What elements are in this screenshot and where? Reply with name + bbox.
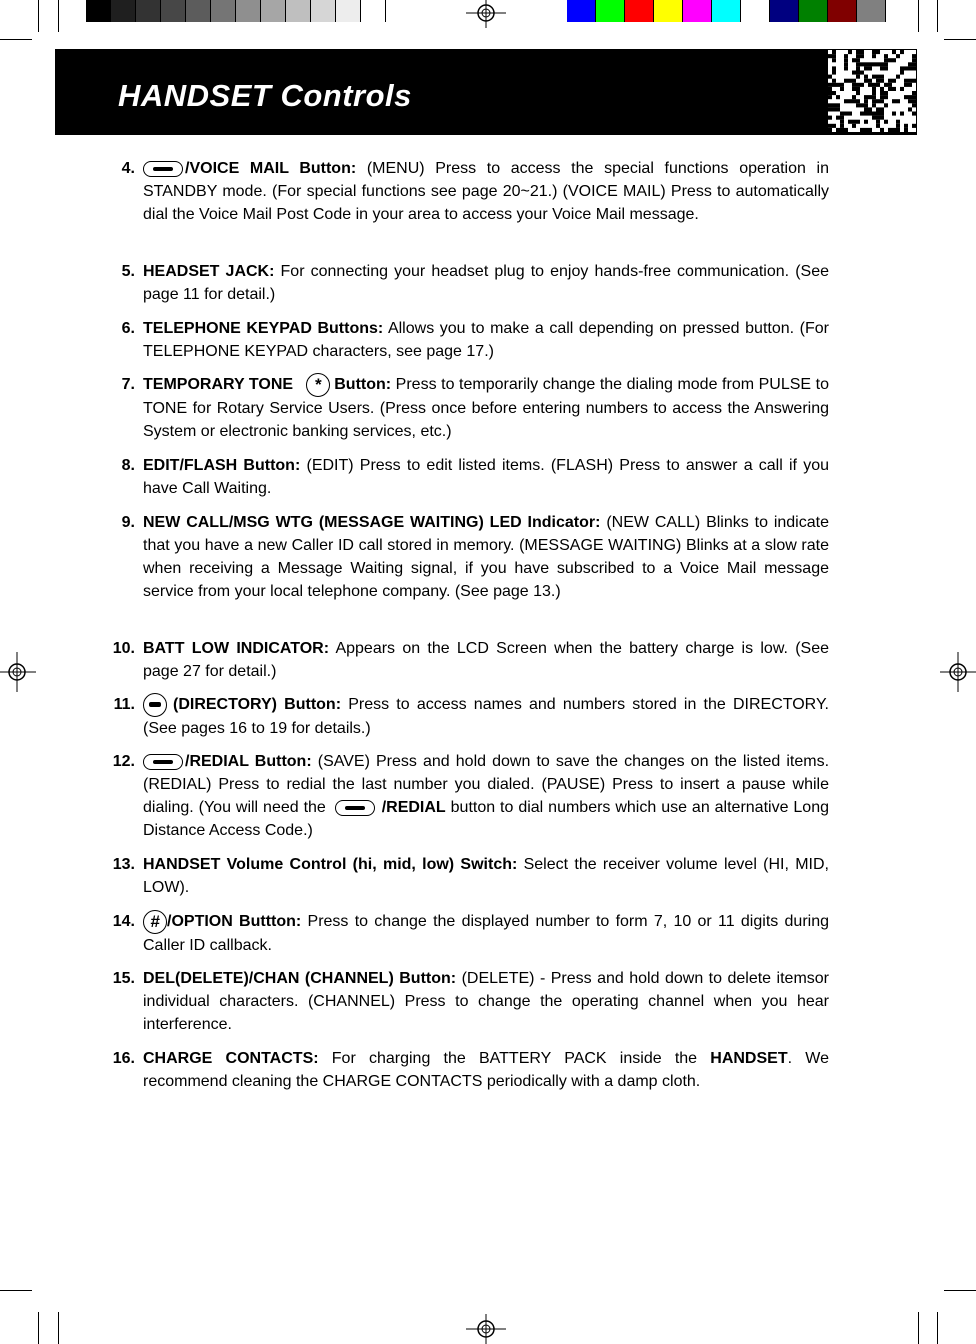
grayscale-calibration-bar [86, 0, 386, 22]
calibration-swatch [186, 0, 211, 22]
registration-mark-icon [466, 1314, 506, 1344]
item-label: BATT LOW INDICATOR: [143, 640, 330, 657]
registration-mark-icon [466, 0, 506, 28]
item-text [143, 853, 829, 899]
calibration-swatch [286, 0, 311, 22]
item-label: TEMPORARY TONE [143, 376, 294, 394]
item-label-suffix: Button: [334, 376, 392, 394]
item-text [143, 910, 829, 957]
save-button-icon [335, 800, 375, 816]
calibration-swatch [136, 0, 161, 22]
item-text [143, 511, 829, 603]
item-description-end: . We recommend cleaning the CHARGE CONTACTS periodically with a damp cloth. [143, 1050, 829, 1090]
item-text [143, 693, 829, 740]
crop-mark [58, 0, 59, 32]
crop-mark [0, 39, 32, 40]
page-title: HANDSET Controls [118, 78, 412, 113]
item-text [143, 157, 829, 226]
calibration-swatch [236, 0, 261, 22]
item-description: Select the receiver volume level (HI, MID, LOW). [143, 856, 829, 896]
item-description: Appears on the LCD Screen when the battery charge is low. (See page 27 for detail.) [143, 640, 829, 680]
menu-button-icon [143, 161, 183, 177]
item-number: 9. [121, 514, 135, 531]
color-calibration-bar [567, 0, 886, 22]
item-text [143, 317, 829, 363]
item-number: 7. [121, 376, 135, 393]
calibration-swatch [161, 0, 186, 22]
calibration-swatch [596, 0, 625, 22]
item-number: 15. [112, 970, 135, 987]
calibration-swatch [799, 0, 828, 22]
item-label: (DIRECTORY) Button: [173, 696, 342, 714]
calibration-swatch [857, 0, 886, 22]
item-description: Press to temporarily change the dialing mode from PULSE to TONE for Rotary Service Users. (Press once before entering numbers to access the Answering System or electronic banking services, etc.) [143, 376, 829, 440]
pound-button-icon: # [143, 910, 167, 934]
item-inline-label: HANDSET [710, 1050, 788, 1067]
calibration-swatch [654, 0, 683, 22]
item-label: /VOICE MAIL Button: [185, 160, 357, 177]
calibration-swatch [683, 0, 712, 22]
item-text [143, 967, 829, 1036]
crop-mark [937, 1312, 938, 1344]
item-number: 14. [112, 913, 135, 930]
item-label: EDIT/FLASH Button: [143, 457, 301, 474]
item-number: 5. [121, 263, 135, 280]
qr-code-icon [828, 50, 916, 132]
item-number: 13. [112, 856, 135, 873]
crop-mark [38, 0, 39, 32]
star-button-icon: * [306, 373, 330, 397]
calibration-swatch [770, 0, 799, 22]
item-label: NEW CALL/MSG WTG (MESSAGE WAITING) LED Indicator: [143, 514, 601, 531]
crop-mark [0, 1290, 32, 1291]
calibration-swatch [311, 0, 336, 22]
calibration-swatch [625, 0, 654, 22]
item-description: For connecting your headset plug to enjoy hands-free communication. (See page 11 for detail.) [143, 263, 829, 303]
calibration-swatch [261, 0, 286, 22]
item-inline-label: /REDIAL [381, 799, 446, 816]
calibration-swatch [741, 0, 770, 22]
item-label: TELEPHONE KEYPAD Buttons: [143, 320, 384, 337]
item-label: /REDIAL Button: [185, 753, 312, 770]
calibration-swatch [828, 0, 857, 22]
item-number: 4. [121, 160, 135, 177]
crop-mark [944, 1290, 976, 1291]
item-description: (NEW CALL) Blinks to indicate that you have a new Caller ID call stored in memory. (MESSAGE WAITING) Blinks at a slow rate when receiving a Message Waiting signal, if you have subscribed to a Voice Mail message service from your local telephone company. (See page 13.) [143, 514, 829, 600]
item-number: 6. [121, 320, 135, 337]
item-text [143, 1047, 829, 1093]
save-button-icon [143, 754, 183, 770]
item-number: 8. [121, 457, 135, 474]
crop-mark [58, 1312, 59, 1344]
item-text [143, 260, 829, 306]
crop-mark [944, 39, 976, 40]
item-number: 11. [113, 696, 135, 713]
item-label: HANDSET Volume Control (hi, mid, low) Switch: [143, 856, 518, 873]
crop-mark [918, 1312, 919, 1344]
item-number: 10. [112, 640, 135, 657]
crop-mark [38, 1312, 39, 1344]
item-description: Press to change the displayed number to form 7, 10 or 11 digits during Caller ID callback. [143, 913, 830, 954]
item-description: (DELETE) - Press and hold down to delete itemsor individual characters. (CHANNEL) Press to change the operating channel when you hear interference. [143, 970, 829, 1033]
item-description: (SAVE) Press and hold down to save the changes on the listed items. (REDIAL) Press to redial the last number you dialed. (PAUSE) Press to insert a pause while dialing. (You will need the [143, 753, 830, 816]
calibration-swatch [712, 0, 741, 22]
registration-mark-icon [940, 652, 976, 692]
item-label: DEL(DELETE)/CHAN (CHANNEL) Button: [143, 970, 457, 987]
item-description: Press to access names and numbers stored in the DIRECTORY. (See pages 16 to 19 for details.) [143, 696, 830, 737]
item-description: (EDIT) Press to edit listed items. (FLASH) Press to answer a call if you have Call Waiting. [143, 457, 829, 497]
item-description: For charging the BATTERY PACK inside the [331, 1050, 698, 1067]
item-text [143, 750, 829, 842]
item-description: (MENU) Press to access the special functions operation in STANDBY mode. (For special functions see page 20~21.) (VOICE MAIL) Press to automatically dial the Voice Mail Post Code in your area to access your Voice Mail message. [143, 160, 829, 223]
item-number: 16. [112, 1050, 135, 1067]
directory-button-icon [143, 693, 167, 717]
item-text [143, 637, 829, 683]
item-text [143, 454, 829, 500]
calibration-swatch [211, 0, 236, 22]
calibration-swatch [111, 0, 136, 22]
item-text [143, 373, 829, 443]
item-label: CHARGE CONTACTS: [143, 1050, 319, 1067]
calibration-swatch [336, 0, 361, 22]
item-number: 12. [112, 753, 135, 770]
item-description-end: button to dial numbers which use an alternative Long Distance Access Code.) [143, 799, 829, 839]
item-label: /OPTION Buttton: [167, 913, 302, 931]
crop-mark [918, 0, 919, 32]
calibration-swatch [86, 0, 111, 22]
item-label: HEADSET JACK: [143, 263, 275, 280]
calibration-swatch [567, 0, 596, 22]
calibration-swatch [361, 0, 386, 22]
crop-mark [937, 0, 938, 32]
item-description: Allows you to make a call depending on pressed button. (For TELEPHONE KEYPAD characters, see page 17.) [143, 320, 830, 360]
